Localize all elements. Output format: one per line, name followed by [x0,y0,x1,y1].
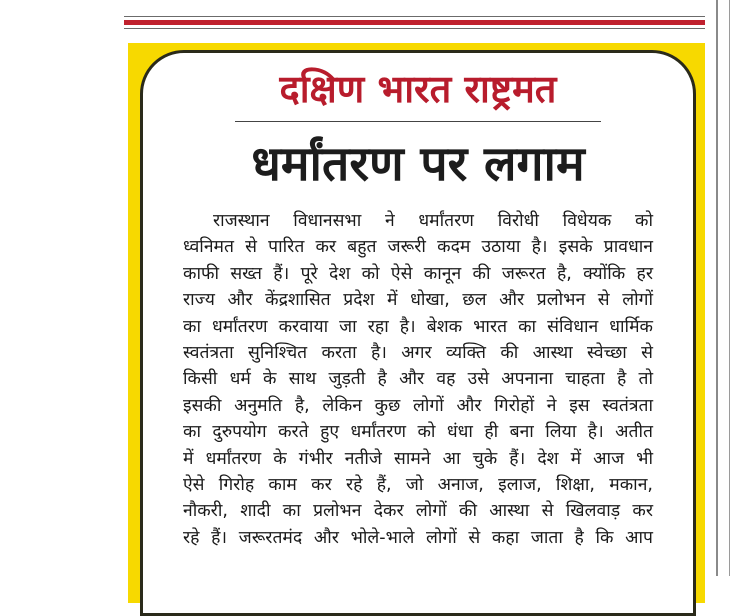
body-line: किसी धर्म के साथ जुड़ती है और वह उसे अपनाना चाहता है तो [183,369,653,390]
body-line: इसकी अनुमति है, लेकिन कुछ लोगों और गिरोहों ने इस स्वतंत्रता [183,395,653,416]
body-line: राज्य और केंद्रशासित प्रदेश में धोखा, छल और प्रलोभन से लोगों [183,290,653,311]
rule-gray-top [124,16,705,17]
article-body [183,208,653,551]
editorial-box [140,50,696,616]
headline: धर्मांतरण पर लगाम [251,136,585,192]
body-line: काफी सख्त हैं। पूरे देश को ऐसे कानून की जरूरत है, क्योंकि हर [183,263,653,284]
body-line: रहे हैं। जरूरतमंद और भोले-भाले लोगों से कहा जाता है कि आप [183,527,653,548]
rule-red [124,20,705,25]
body-line: का दुरुपयोग करते हुए धर्मांतरण को धंधा ही बना लिया है। अतीत [183,422,653,443]
masthead: दक्षिण भारत राष्ट्रमत [279,67,557,111]
body-line: नौकरी, शादी का प्रलोभन देकर लोगों की आस्था से खिलवाड़ कर [183,501,653,522]
masthead-divider [235,121,601,122]
body-line: ध्वनिमत से पारित कर बहुत जरूरी कदम उठाया है। इसके प्रावधान [183,237,653,258]
page-edge-line [716,0,718,576]
body-line: का धर्मांतरण करवाया जा रहा है। बेशक भारत का संविधान धार्मिक [183,316,653,337]
body-line: ऐसे गिरोह काम कर रहे हैं, जो अनाज, इलाज, शिक्षा, मकान, [183,474,653,495]
body-line: राजस्थान विधानसभा ने धर्मांतरण विरोधी विधेयक को [213,211,653,231]
page-edge-line [729,0,730,576]
body-line: में धर्मांतरण के गंभीर नतीजे सामने आ चुके हैं। देश में आज भी [183,448,653,469]
body-line: स्वतंत्रता सुनिश्चित करता है। अगर व्यक्ति की आस्था स्वेच्छा से [183,342,653,363]
rule-gray-bottom [124,28,705,29]
